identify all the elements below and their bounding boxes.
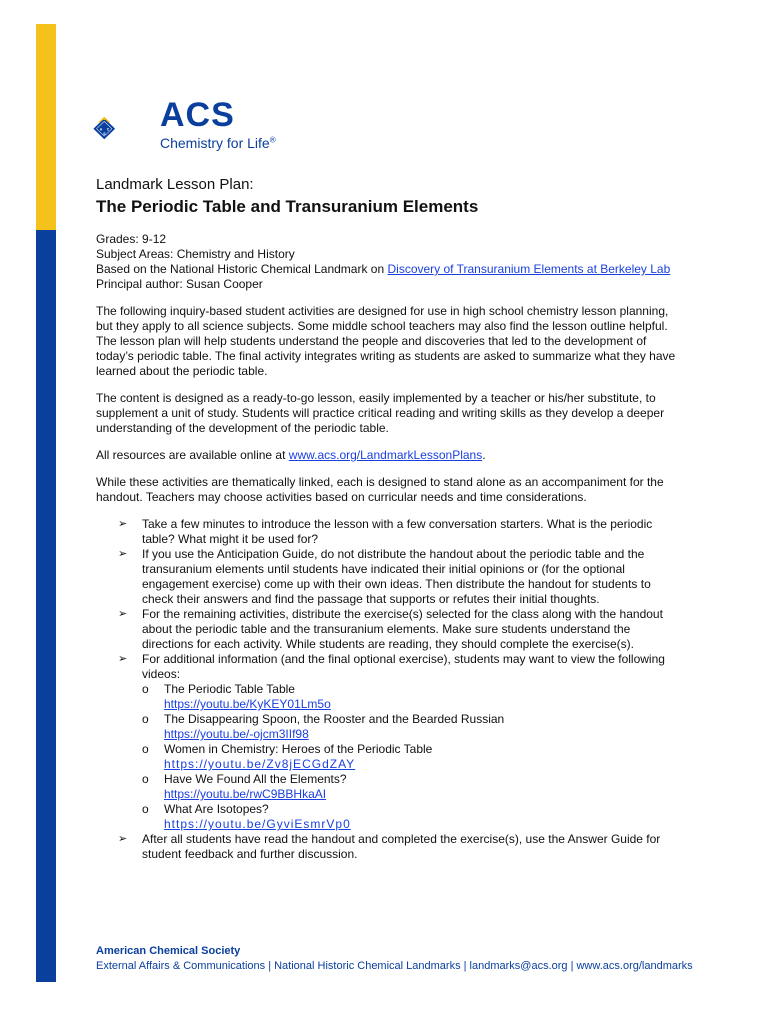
- lesson-plan-label: Landmark Lesson Plan:: [96, 176, 254, 193]
- video-title: The Disappearing Spoon, the Rooster and the Bearded Russian: [164, 712, 505, 726]
- video-title: Have We Found All the Elements?: [164, 772, 347, 786]
- list-item: [96, 547, 680, 607]
- registered-mark: ®: [269, 135, 276, 145]
- content-paragraph: The content is designed as a ready-to-go lesson, easily implemented by a teacher or his/her substitute, to supplement a unit of study. Students will practice critical reading and writing skills as they develop a deeper understanding of the development of the periodic table.: [96, 391, 665, 435]
- video-item: [142, 742, 680, 772]
- lesson-meta: [96, 232, 680, 292]
- subject-areas: Subject Areas: Chemistry and History: [96, 247, 295, 261]
- bullet-text: For the remaining activities, distribute the exercise(s) selected for the class along with the handout about the periodic table and the transuranium elements. Make sure students understand the directions for each activity. While students are reading, they should complete the exercise(s).: [142, 607, 663, 651]
- bullet-text: For additional information (and the final optional exercise), students may want to view the following videos:: [142, 652, 665, 681]
- resources-prefix: All resources are available online at: [96, 448, 289, 462]
- side-bar-blue: [36, 230, 56, 982]
- video-title: The Periodic Table Table: [164, 682, 295, 696]
- bullet-text: After all students have read the handout and completed the exercise(s), use the Answer Guide for student feedback and further discussion.: [142, 832, 661, 861]
- list-item: [96, 832, 680, 862]
- circle-bullet-icon: o: [142, 682, 149, 696]
- emblem-letter-a: A: [99, 127, 103, 132]
- bullet-text: If you use the Anticipation Guide, do not distribute the handout about the periodic table and the transuranium elements until students have indicated their initial opinions or (for the optional engagement exercise) come up with their own ideas. Then distribute the handout for students to check their answers and find the passage that supports or refutes their initial thoughts.: [142, 547, 651, 606]
- emblem-letter-s: S: [103, 132, 106, 136]
- arrow-bullet-icon: ➢: [118, 833, 128, 845]
- acs-logo-icon: [92, 96, 162, 160]
- resources-suffix: .: [482, 448, 486, 462]
- bullet-text: Take a few minutes to introduce the lesson with a few conversation starters. What is the periodic table? What might it be used for?: [142, 517, 653, 546]
- tagline-text: Chemistry for Life: [160, 135, 270, 151]
- list-item: [96, 607, 680, 652]
- landmark-link[interactable]: Discovery of Transuranium Elements at Berkeley Lab: [387, 262, 671, 276]
- video-link[interactable]: https://youtu.be/KyKEY01Lm5o: [164, 697, 331, 711]
- list-item: [96, 517, 680, 547]
- arrow-bullet-icon: ➢: [118, 608, 128, 620]
- emblem-letter-c: C: [106, 127, 110, 132]
- video-link[interactable]: https://youtu.be/Zv8jECGdZAY: [164, 757, 356, 771]
- video-link[interactable]: https://youtu.be/GyviEsmrVp0: [164, 817, 351, 831]
- circle-bullet-icon: o: [142, 742, 149, 756]
- video-link[interactable]: https://youtu.be/-ojcm3IIf98: [164, 727, 309, 741]
- lesson-plan-body: [96, 176, 680, 862]
- resources-paragraph: [96, 448, 680, 463]
- acs-emblem: [93, 117, 115, 139]
- video-title: What Are Isotopes?: [164, 802, 269, 816]
- lesson-plans-link[interactable]: www.acs.org/LandmarkLessonPlans: [288, 448, 483, 462]
- video-item: [142, 712, 680, 742]
- video-item: [142, 802, 680, 832]
- activity-list: [96, 517, 680, 862]
- video-list: [142, 682, 680, 832]
- footer-org: American Chemical Society: [96, 945, 241, 957]
- activities-paragraph: While these activities are thematically linked, each is designed to stand alone as an accompaniment for the handout. Teachers may choose activities based on curricular needs and time considerations.: [96, 475, 664, 504]
- page-title: The Periodic Table and Transuranium Elements: [96, 197, 479, 216]
- circle-bullet-icon: o: [142, 712, 149, 726]
- based-on: [96, 262, 680, 277]
- circle-bullet-icon: o: [142, 802, 149, 816]
- principal-author: Principal author: Susan Cooper: [96, 277, 263, 291]
- arrow-bullet-icon: ➢: [118, 518, 128, 530]
- page-footer: [96, 944, 693, 974]
- acs-tagline: [160, 135, 276, 151]
- side-bar-yellow: [36, 24, 56, 230]
- circle-bullet-icon: o: [142, 772, 149, 786]
- arrow-bullet-icon: ➢: [118, 653, 128, 665]
- intro-paragraph: The following inquiry-based student activities are designed for use in high school chemistry lesson planning, but they apply to all science subjects. Some middle school teachers may also find the lesson outline helpful. The lesson plan will help students understand the people and discoveries that led to the development of today’s periodic table. The final activity integrates writing as students are asked to summarize what they have learned about the periodic table.: [96, 304, 676, 378]
- video-item: [142, 682, 680, 712]
- acs-logo-text: ACS: [160, 96, 235, 134]
- arrow-bullet-icon: ➢: [118, 548, 128, 560]
- video-item: [142, 772, 680, 802]
- footer-contact-line: External Affairs & Communications | National Historic Chemical Landmarks | landmarks@acs.org | www.acs.org/landmarks: [96, 960, 693, 972]
- video-link[interactable]: https://youtu.be/rwC9BBHkaAI: [164, 787, 327, 801]
- video-title: Women in Chemistry: Heroes of the Periodic Table: [164, 742, 433, 756]
- based-on-prefix: Based on the National Historic Chemical Landmark on: [96, 262, 388, 276]
- grades: Grades: 9-12: [96, 232, 167, 246]
- list-item: [96, 652, 680, 832]
